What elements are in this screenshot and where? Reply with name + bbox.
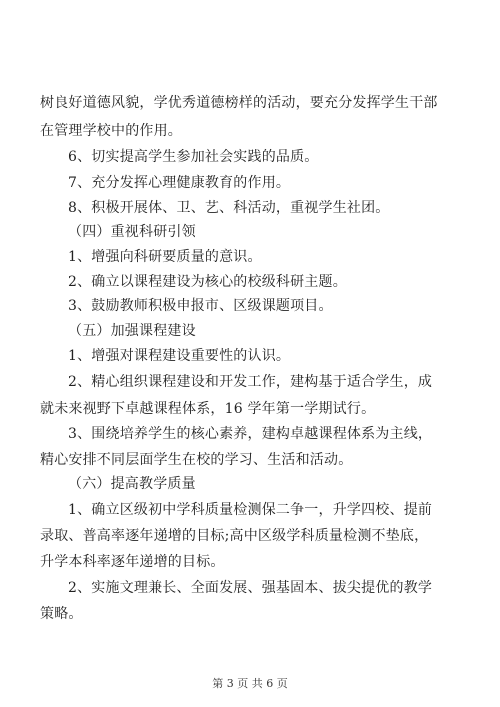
text-line: 3、鼓励教师积极申报市、区级课题项目。 (68, 298, 333, 314)
text-line: 就未来视野下卓越课程体系，16 学年第一学期试行。 (40, 401, 376, 417)
text-line: 树良好道德风貌，学优秀道德榜样的活动，要充分发挥学生干部 (40, 95, 438, 111)
text-line: 策略。 (40, 606, 83, 622)
text-line: 2、确立以课程建设为核心的校级科研主题。 (68, 274, 347, 290)
text-line: 1、增强对课程建设重要性的认识。 (68, 348, 291, 364)
text-line: 录取、普高率逐年递增的目标;高中区级学科质量检测不垫底， (40, 528, 429, 544)
text-line: 2、实施文理兼长、全面发展、强基固本、拔尖提优的教学 (68, 580, 433, 596)
text-line: 1、增强向科研要质量的意识。 (68, 249, 262, 265)
text-line: 升学本科率逐年递增的目标。 (40, 554, 225, 570)
page-footer: 第 3 页 共 6 页 (212, 677, 288, 690)
text-line: 在管理学校中的作用。 (40, 123, 182, 139)
section-heading: （六）提高教学质量 (68, 476, 196, 492)
text-line: 7、充分发挥心理健康教育的作用。 (68, 175, 291, 191)
text-line: 2、精心组织课程建设和开发工作，建构基于适合学生，成 (68, 374, 433, 390)
section-heading: （五）加强课程建设 (68, 323, 196, 339)
text-line: 6、切实提高学生参加社会实践的品质。 (68, 149, 319, 165)
text-line: 3、围绕培养学生的核心素养，建构卓越课程体系为主线， (68, 426, 433, 442)
text-line: 8、积极开展体、卫、艺、科活动，重视学生社团。 (68, 200, 390, 216)
section-heading: （四）重视科研引领 (68, 224, 196, 240)
text-line: 1、确立区级初中学科质量检测保二争一，升学四校、提前 (68, 502, 433, 518)
text-line: 精心安排不同层面学生在校的学习、生活和活动。 (40, 452, 353, 468)
